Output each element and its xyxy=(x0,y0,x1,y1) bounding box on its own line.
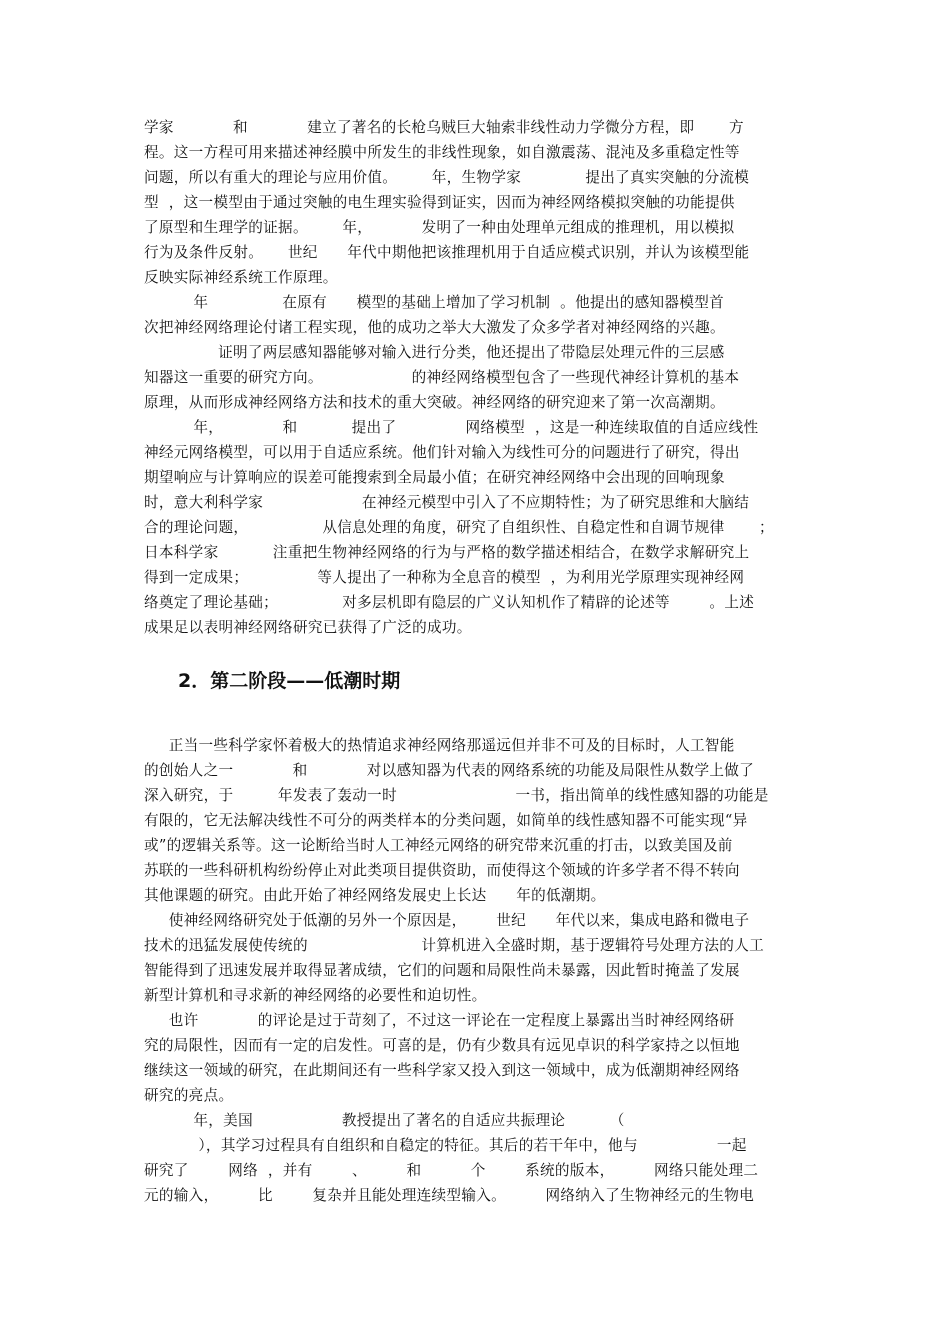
text-line: 次把神经网络理论付诸工程实现，他的成功之举大大激发了众多学者对神经网络的兴趣。 xyxy=(144,319,725,336)
text-line: 继续这一领域的研究，在此期间还有一些科学家又投入到这一领域中，成为低潮期神经网络 xyxy=(144,1062,740,1079)
text-line: 学家 和 建立了著名的长枪乌贼巨大轴索非线性动力学微分方程，即 方 xyxy=(144,119,744,136)
text-line: 智能得到了迅速发展并取得显著成绩，它们的问题和局限性尚未暴露，因此暂时掩盖了发展 xyxy=(144,962,740,979)
text-line: 元的输入， 比 复杂并且能处理连续型输入。 网络纳入了生物神经元的生物电 xyxy=(144,1187,755,1204)
text-line: 程。这一方程可用来描述神经膜中所发生的非线性现象，如自激震荡、混沌及多重稳定性等 xyxy=(144,144,740,161)
text-line: 研究了 网络 ，并有 、 和 个 系统的版本， 网络只能处理二 xyxy=(144,1162,759,1179)
text-line: 有限的，它无法解决线性不可分的两类样本的分类问题，如简单的线性感知器不可能实现“异 xyxy=(144,812,748,829)
text-line: 年 在原有 模型的基础上增加了学习机制 。他提出的感知器模型首 xyxy=(144,294,725,311)
text-line: 研究的亮点。 xyxy=(144,1087,234,1104)
text-line: 原理，从而形成神经网络方法和技术的重大突破。神经网络的研究迎来了第一次高潮期。 xyxy=(144,394,725,411)
text-line: 反映实际神经系统工作原理。 xyxy=(144,269,338,286)
text-line: 究的局限性，因而有一定的启发性。可喜的是，仍有少数具有远见卓识的科学家持之以恒地 xyxy=(144,1037,740,1054)
text-line: 得到一定成果； 等人提出了一种称为全息音的模型 ，为利用光学原理实现神经网 xyxy=(144,569,745,586)
text-line: 年， 和 提出了 网络模型 ，这是一种连续取值的自适应线性 xyxy=(144,419,759,436)
text-line: 苏联的一些科研机构纷纷停止对此类项目提供资助，而使得这个领域的许多学者不得不转向 xyxy=(144,862,740,879)
text-line: 证明了两层感知器能够对输入进行分类，他还提出了带隐层处理元件的三层感 xyxy=(144,344,725,361)
text-line: 其他课题的研究。由此开始了神经网络发展史上长达 年的低潮期。 xyxy=(144,887,606,904)
text-line: 或”的逻辑关系等。这一论断给当时人工神经元网络的研究带来沉重的打击，以致美国及前 xyxy=(144,837,733,854)
text-line: 期望响应与计算响应的误差可能搜索到全局最小值；在研究神经网络中会出现的回响现象 xyxy=(144,469,725,486)
text-line: 成果足以表明神经网络研究已获得了广泛的成功。 xyxy=(144,619,472,636)
text-line: 日本科学家 注重把生物神经网络的行为与严格的数学描述相结合，在数学求解研究上 xyxy=(144,544,750,561)
text-line: 络奠定了理论基础； 对多层机即有隐层的广义认知机作了精辟的论述等 。上述 xyxy=(144,594,755,611)
text-line: 正当一些科学家怀着极大的热情追求神经网络那遥远但并非不可及的目标时，人工智能 xyxy=(144,737,735,754)
text-line: 的创始人之一 和 对以感知器为代表的网络系统的功能及局限性从数学上做了 xyxy=(144,762,755,779)
text-line: 技术的迅猛发展使传统的 计算机进入全盛时期，基于逻辑符号处理方法的人工 xyxy=(144,937,764,954)
text-line: 也许 的评论是过于苛刻了，不过这一评论在一定程度上暴露出当时神经网络研 xyxy=(144,1012,735,1029)
text-line: 神经元网络模型，可以用于自适应系统。他们针对输入为线性可分的问题进行了研究，得出 xyxy=(144,444,740,461)
text-line: 新型计算机和寻求新的神经网络的必要性和迫切性。 xyxy=(144,987,487,1004)
section-heading: 2．第二阶段——低潮时期 xyxy=(178,670,401,692)
text-line: 时，意大利科学家 在神经元模型中引入了不应期特性；为了研究思维和大脑结 xyxy=(144,494,750,511)
text-line: 了原型和生理学的证据。 年， 发明了一种由处理单元组成的推理机，用以模拟 xyxy=(144,219,735,236)
text-line: 型 ，这一模型由于通过突触的电生理实验得到证实，因而为神经网络模拟突触的功能提供 xyxy=(144,194,735,211)
text-line: 深入研究，于 年发表了轰动一时 一书，指出简单的线性感知器的功能是 xyxy=(144,787,769,804)
text-line: ），其学习过程具有自组织和自稳定的特征。其后的若干年中，他与 一起 xyxy=(144,1137,747,1154)
text-line: 年，美国 教授提出了著名的自适应共振理论 （ xyxy=(144,1112,625,1129)
text-line: 知器这一重要的研究方向。 的神经网络模型包含了一些现代神经计算机的基本 xyxy=(144,369,740,386)
text-line: 问题，所以有重大的理论与应用价值。 年，生物学家 提出了真实突触的分流模 xyxy=(144,169,750,186)
text-line: 使神经网络研究处于低潮的另外一个原因是， 世纪 年代以来，集成电路和微电子 xyxy=(144,912,750,929)
text-line: 行为及条件反射。 世纪 年代中期他把该推理机用于自适应模式识别，并认为该模型能 xyxy=(144,244,750,261)
text-line: 合的理论问题， 从信息处理的角度，研究了自组织性、自稳定性和自调节规律 ； xyxy=(144,519,774,536)
